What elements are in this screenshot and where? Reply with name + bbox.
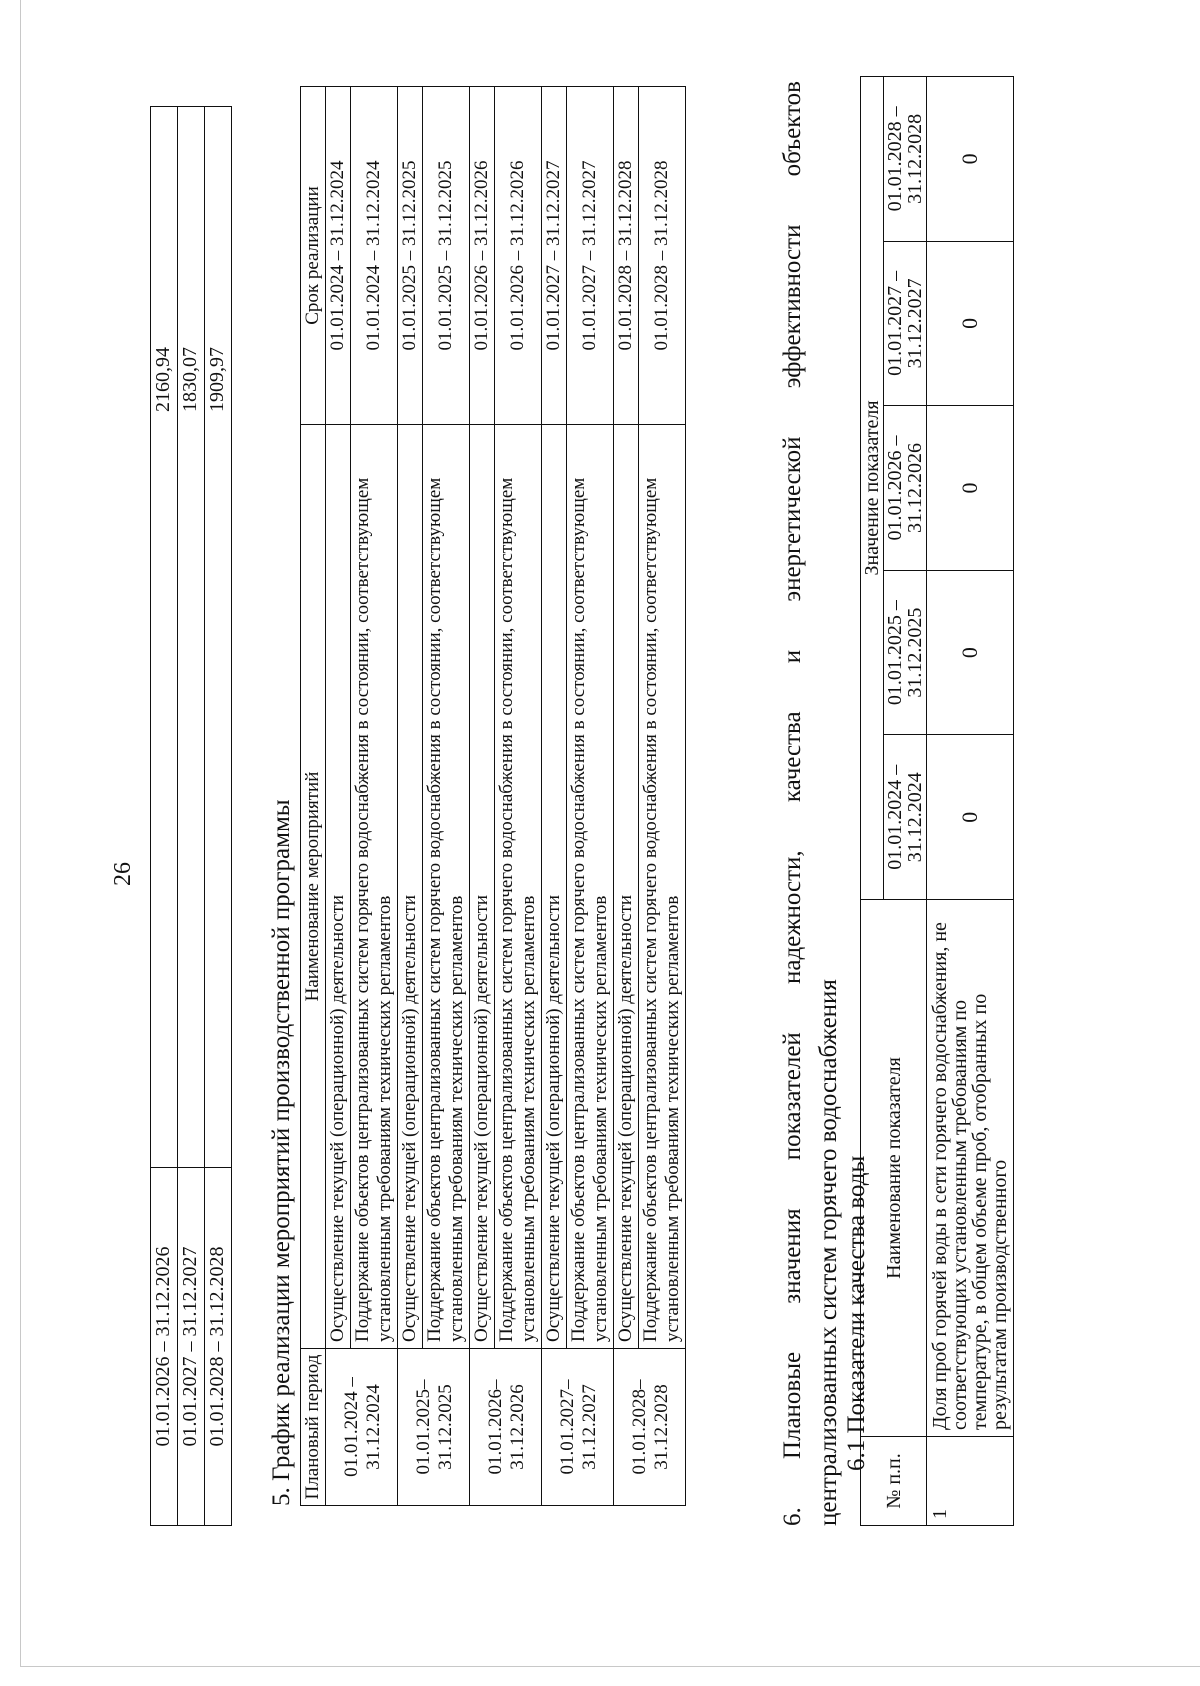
heading-word: объектов — [779, 81, 806, 177]
quality-value: 0 — [927, 406, 1014, 571]
tariff-period: 01.01.2026 – 31.12.2026 — [151, 1168, 178, 1526]
section-6-heading-line1 — [775, 81, 811, 1526]
schedule-header-row — [301, 87, 326, 1506]
schedule-term: 01.01.2024 – 31.12.2024 — [326, 87, 351, 425]
header-indicator: Наименование показателя — [861, 900, 927, 1437]
schedule-term: 01.01.2028 – 31.12.2028 — [639, 87, 686, 425]
tariff-continuation-table — [150, 106, 232, 1526]
schedule-activity: Поддержание объектов централизованных систем горячего водоснабжения в состоянии, соответствующем установленным требованиям технических регламентов — [423, 425, 470, 1349]
header-period-col: 01.01.2027 – 31.12.2027 — [884, 241, 927, 406]
schedule-activity: Поддержание объектов централизованных систем горячего водоснабжения в состоянии, соответствующем установленным требованиям технических регламентов — [639, 425, 686, 1349]
section-6-heading-line2: централизованных систем горячего водоснабжения — [815, 979, 842, 1526]
header-name: Наименование мероприятий — [301, 425, 326, 1349]
heading-word: и — [779, 649, 806, 664]
schedule-term: 01.01.2027 – 31.12.2027 — [567, 87, 614, 425]
quality-num: 1 — [927, 1437, 1014, 1526]
quality-value: 0 — [927, 241, 1014, 406]
header-period-col: 01.01.2025 – 31.12.2025 — [884, 570, 927, 735]
schedule-activity: Осуществление текущей (операционной) деятельности — [326, 425, 351, 1349]
schedule-term: 01.01.2026 – 31.12.2026 — [495, 87, 542, 425]
schedule-period: 01.01.2024 – 31.12.2024 — [326, 1349, 398, 1506]
schedule-row — [567, 87, 614, 1506]
heading-word: надежности, — [779, 850, 806, 985]
schedule-activity: Осуществление текущей (операционной) деятельности — [470, 425, 495, 1349]
schedule-row — [639, 87, 686, 1506]
tariff-row — [151, 107, 178, 1526]
schedule-row — [398, 87, 423, 1506]
heading-word: качества — [779, 711, 806, 803]
schedule-row — [351, 87, 398, 1506]
schedule-activity: Поддержание объектов централизованных систем горячего водоснабжения в состоянии, соответствующем установленным требованиям технических регламентов — [351, 425, 398, 1349]
header-value-group: Значение показателя — [861, 77, 884, 900]
schedule-activity: Поддержание объектов централизованных систем горячего водоснабжения в состоянии, соответствующем установленным требованиям технических регламентов — [495, 425, 542, 1349]
schedule-activity: Поддержание объектов централизованных систем горячего водоснабжения в состоянии, соответствующем установленным требованиям технических регламентов — [567, 425, 614, 1349]
schedule-table-body — [326, 87, 686, 1506]
quality-indicator: Доля проб горячей воды в сети горячего водоснабжения, не соответствующих установленным требованиям по температуре, в общем объеме проб, отобранных по результатам производственного — [927, 900, 1014, 1437]
tariff-row — [205, 107, 232, 1526]
heading-word: энергетической — [779, 436, 806, 602]
schedule-period: 01.01.2028– 31.12.2028 — [614, 1349, 686, 1506]
schedule-period: 01.01.2025– 31.12.2025 — [398, 1349, 470, 1506]
schedule-term: 01.01.2027 – 31.12.2027 — [542, 87, 567, 425]
header-period: Плановый период — [301, 1349, 326, 1506]
schedule-row — [423, 87, 470, 1506]
tariff-value: 1909,97 — [205, 107, 232, 1168]
heading-word: Плановые — [779, 1351, 806, 1460]
header-period-col: 01.01.2028 – 31.12.2028 — [884, 77, 927, 242]
tariff-value: 2160,94 — [151, 107, 178, 1168]
tariff-period: 01.01.2028 – 31.12.2028 — [205, 1168, 232, 1526]
schedule-row — [326, 87, 351, 1506]
schedule-activity: Осуществление текущей (операционной) деятельности — [398, 425, 423, 1349]
quality-row — [927, 77, 1014, 1526]
section-5-title: 5. График реализации мероприятий производственной программы — [268, 799, 295, 1506]
heading-word: показателей — [779, 1032, 806, 1161]
page-number: 26 — [110, 862, 136, 886]
quality-value: 0 — [927, 735, 1014, 900]
schedule-term: 01.01.2024 – 31.12.2024 — [351, 87, 398, 425]
quality-table — [860, 76, 1014, 1526]
quality-header-row-1 — [861, 77, 884, 1526]
schedule-period: 01.01.2026– 31.12.2026 — [470, 1349, 542, 1506]
schedule-term: 01.01.2025 – 31.12.2025 — [423, 87, 470, 425]
tariff-period: 01.01.2027 – 31.12.2027 — [178, 1168, 205, 1526]
heading-word: 6. — [779, 1507, 806, 1526]
schedule-activity: Осуществление текущей (операционной) деятельности — [542, 425, 567, 1349]
tariff-table-body — [151, 107, 232, 1526]
quality-value: 0 — [927, 570, 1014, 735]
schedule-row — [470, 87, 495, 1506]
schedule-row — [495, 87, 542, 1506]
schedule-term: 01.01.2028 – 31.12.2028 — [614, 87, 639, 425]
schedule-row — [614, 87, 639, 1506]
section-6-heading — [775, 81, 847, 1526]
header-period-col: 01.01.2024 – 31.12.2024 — [884, 735, 927, 900]
quality-table-body — [927, 77, 1014, 1526]
header-term: Срок реализации — [301, 87, 326, 425]
heading-word: эффективности — [779, 224, 806, 389]
schedule-term: 01.01.2025 – 31.12.2025 — [398, 87, 423, 425]
heading-word: значения — [779, 1208, 806, 1304]
section-6-1-title: 6.1 Показатели качества воды — [843, 1155, 870, 1471]
schedule-row — [542, 87, 567, 1506]
tariff-row — [178, 107, 205, 1526]
quality-value: 0 — [927, 77, 1014, 242]
header-num: № п.п. — [861, 1437, 927, 1526]
schedule-term: 01.01.2026 – 31.12.2026 — [470, 87, 495, 425]
schedule-activity: Осуществление текущей (операционной) деятельности — [614, 425, 639, 1349]
header-period-col: 01.01.2026 – 31.12.2026 — [884, 406, 927, 571]
schedule-table — [300, 86, 686, 1506]
tariff-value: 1830,07 — [178, 107, 205, 1168]
schedule-period: 01.01.2027– 31.12.2027 — [542, 1349, 614, 1506]
